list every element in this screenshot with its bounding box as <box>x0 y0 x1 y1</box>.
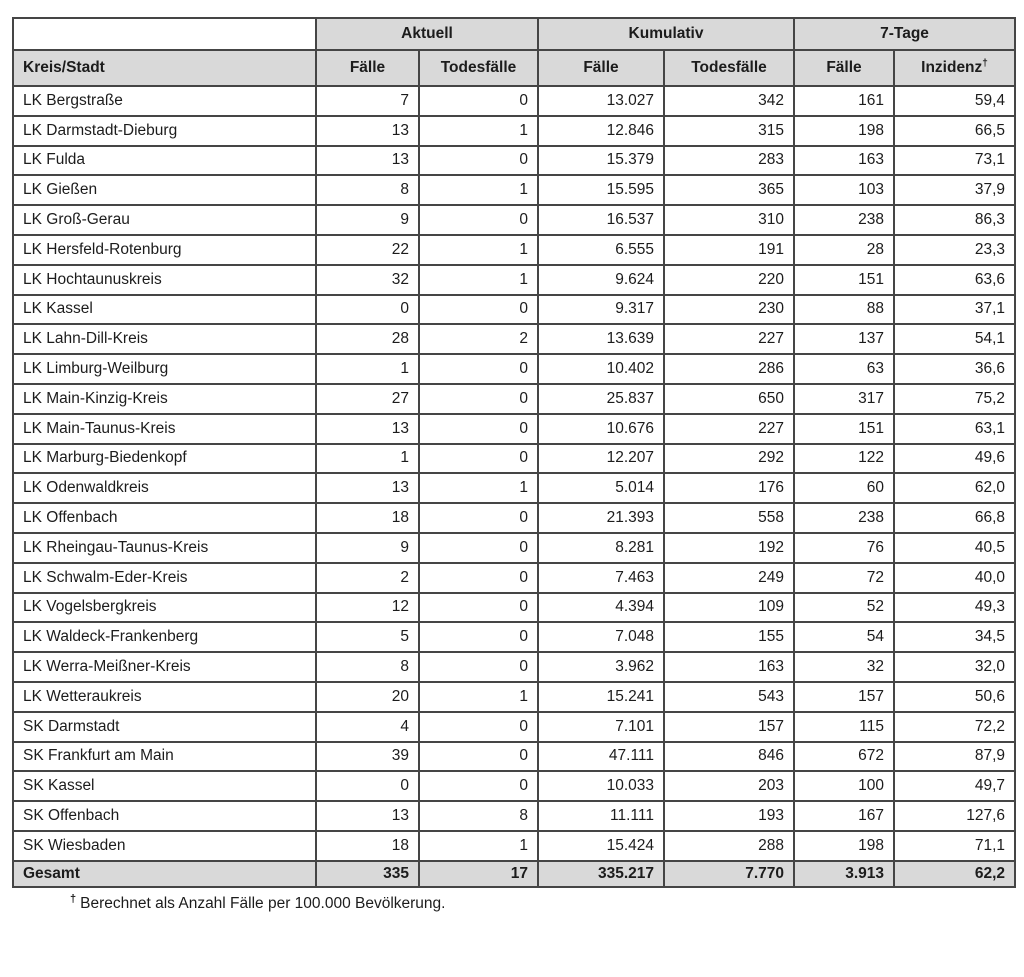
cell-inzidenz: 40,5 <box>894 533 1015 563</box>
cell-faelle-7-tage: 137 <box>794 324 894 354</box>
cell-faelle-7-tage: 60 <box>794 473 894 503</box>
cell-todesfaelle-kumulativ: 230 <box>664 295 794 325</box>
cell-faelle-7-tage: 72 <box>794 563 894 593</box>
cell-kreis-stadt: SK Offenbach <box>13 801 316 831</box>
cell-todesfaelle-kumulativ: 157 <box>664 712 794 742</box>
group-header-aktuell: Aktuell <box>316 18 538 50</box>
cell-todesfaelle-aktuell: 0 <box>419 354 538 384</box>
cell-faelle-7-tage: 32 <box>794 652 894 682</box>
cell-faelle-aktuell: 28 <box>316 324 419 354</box>
cell-inzidenz: 37,9 <box>894 175 1015 205</box>
column-header-todesfaelle-kumulativ: Todesfälle <box>664 50 794 86</box>
table-row <box>13 533 1015 563</box>
cell-todesfaelle-aktuell: 0 <box>419 146 538 176</box>
cell-faelle-aktuell: 13 <box>316 146 419 176</box>
cell-faelle-aktuell: 9 <box>316 533 419 563</box>
cell-todesfaelle-kumulativ: 286 <box>664 354 794 384</box>
cell-inzidenz: 63,6 <box>894 265 1015 295</box>
cell-kreis-stadt: LK Schwalm-Eder-Kreis <box>13 563 316 593</box>
cell-todesfaelle-kumulativ: 558 <box>664 503 794 533</box>
cell-faelle-kumulativ: 5.014 <box>538 473 664 503</box>
cell-faelle-aktuell: 18 <box>316 831 419 861</box>
cell-todesfaelle-kumulativ: 227 <box>664 324 794 354</box>
cell-todesfaelle-aktuell: 0 <box>419 295 538 325</box>
table-row <box>13 473 1015 503</box>
cell-todesfaelle-kumulativ: 310 <box>664 205 794 235</box>
cell-kreis-stadt: LK Limburg-Weilburg <box>13 354 316 384</box>
cell-faelle-kumulativ: 15.241 <box>538 682 664 712</box>
table-row <box>13 444 1015 474</box>
cell-faelle-kumulativ: 12.207 <box>538 444 664 474</box>
total-todesfaelle-aktuell: 17 <box>419 861 538 887</box>
cell-faelle-aktuell: 1 <box>316 354 419 384</box>
cell-inzidenz: 23,3 <box>894 235 1015 265</box>
cell-inzidenz: 37,1 <box>894 295 1015 325</box>
cell-todesfaelle-aktuell: 1 <box>419 175 538 205</box>
cell-kreis-stadt: SK Kassel <box>13 771 316 801</box>
cell-todesfaelle-kumulativ: 192 <box>664 533 794 563</box>
cell-todesfaelle-aktuell: 0 <box>419 533 538 563</box>
cell-faelle-7-tage: 198 <box>794 116 894 146</box>
footnote <box>12 892 1014 913</box>
group-header-7-tage: 7-Tage <box>794 18 1015 50</box>
cell-kreis-stadt: LK Bergstraße <box>13 86 316 116</box>
cell-inzidenz: 71,1 <box>894 831 1015 861</box>
cell-faelle-kumulativ: 47.111 <box>538 742 664 772</box>
cell-kreis-stadt: LK Marburg-Biedenkopf <box>13 444 316 474</box>
cell-todesfaelle-aktuell: 0 <box>419 622 538 652</box>
table-row <box>13 265 1015 295</box>
cell-todesfaelle-kumulativ: 650 <box>664 384 794 414</box>
cell-todesfaelle-kumulativ: 288 <box>664 831 794 861</box>
cell-kreis-stadt: LK Main-Kinzig-Kreis <box>13 384 316 414</box>
cell-todesfaelle-aktuell: 2 <box>419 324 538 354</box>
table-row <box>13 742 1015 772</box>
cell-faelle-7-tage: 63 <box>794 354 894 384</box>
cell-todesfaelle-aktuell: 0 <box>419 771 538 801</box>
covid-stats-table <box>12 17 1016 888</box>
column-header-inzidenz <box>894 50 1015 86</box>
cell-faelle-7-tage: 28 <box>794 235 894 265</box>
cell-todesfaelle-kumulativ: 155 <box>664 622 794 652</box>
cell-kreis-stadt: SK Darmstadt <box>13 712 316 742</box>
cell-kreis-stadt: LK Lahn-Dill-Kreis <box>13 324 316 354</box>
cell-todesfaelle-aktuell: 1 <box>419 831 538 861</box>
cell-kreis-stadt: LK Offenbach <box>13 503 316 533</box>
total-todesfaelle-kumulativ: 7.770 <box>664 861 794 887</box>
cell-faelle-aktuell: 13 <box>316 116 419 146</box>
cell-todesfaelle-aktuell: 1 <box>419 235 538 265</box>
cell-kreis-stadt: LK Vogelsbergkreis <box>13 593 316 623</box>
footnote-text: Berechnet als Anzahl Fälle per 100.000 Bevölkerung. <box>80 894 446 912</box>
cell-inzidenz: 72,2 <box>894 712 1015 742</box>
cell-faelle-7-tage: 317 <box>794 384 894 414</box>
total-label: Gesamt <box>13 861 316 887</box>
column-header-faelle-kumulativ: Fälle <box>538 50 664 86</box>
table-row <box>13 146 1015 176</box>
cell-kreis-stadt: SK Wiesbaden <box>13 831 316 861</box>
cell-todesfaelle-kumulativ: 543 <box>664 682 794 712</box>
cell-faelle-7-tage: 151 <box>794 265 894 295</box>
cell-faelle-7-tage: 52 <box>794 593 894 623</box>
cell-inzidenz: 66,5 <box>894 116 1015 146</box>
cell-inzidenz: 86,3 <box>894 205 1015 235</box>
cell-todesfaelle-aktuell: 0 <box>419 205 538 235</box>
table-row <box>13 712 1015 742</box>
corner-empty-cell <box>13 18 316 50</box>
total-inzidenz: 62,2 <box>894 861 1015 887</box>
cell-faelle-kumulativ: 9.624 <box>538 265 664 295</box>
cell-inzidenz: 127,6 <box>894 801 1015 831</box>
cell-faelle-7-tage: 54 <box>794 622 894 652</box>
cell-kreis-stadt: LK Main-Taunus-Kreis <box>13 414 316 444</box>
table-row <box>13 503 1015 533</box>
column-header-todesfaelle-aktuell: Todesfälle <box>419 50 538 86</box>
cell-kreis-stadt: LK Groß-Gerau <box>13 205 316 235</box>
cell-todesfaelle-aktuell: 0 <box>419 444 538 474</box>
cell-faelle-kumulativ: 15.424 <box>538 831 664 861</box>
cell-faelle-aktuell: 2 <box>316 563 419 593</box>
cell-kreis-stadt: LK Werra-Meißner-Kreis <box>13 652 316 682</box>
cell-faelle-aktuell: 5 <box>316 622 419 652</box>
table-row <box>13 205 1015 235</box>
footnote-dagger-marker: † <box>70 892 77 905</box>
column-header-faelle-aktuell: Fälle <box>316 50 419 86</box>
cell-faelle-kumulativ: 16.537 <box>538 205 664 235</box>
cell-faelle-7-tage: 103 <box>794 175 894 205</box>
cell-faelle-aktuell: 27 <box>316 384 419 414</box>
cell-faelle-kumulativ: 13.027 <box>538 86 664 116</box>
cell-todesfaelle-kumulativ: 365 <box>664 175 794 205</box>
cell-faelle-kumulativ: 9.317 <box>538 295 664 325</box>
cell-faelle-kumulativ: 25.837 <box>538 384 664 414</box>
cell-faelle-aktuell: 0 <box>316 295 419 325</box>
cell-todesfaelle-aktuell: 0 <box>419 652 538 682</box>
cell-faelle-7-tage: 238 <box>794 503 894 533</box>
table-row <box>13 324 1015 354</box>
cell-faelle-7-tage: 672 <box>794 742 894 772</box>
table-body <box>13 86 1015 861</box>
cell-faelle-7-tage: 76 <box>794 533 894 563</box>
table-row <box>13 384 1015 414</box>
cell-faelle-aktuell: 12 <box>316 593 419 623</box>
cell-todesfaelle-aktuell: 0 <box>419 414 538 444</box>
group-header-kumulativ: Kumulativ <box>538 18 794 50</box>
cell-inzidenz: 40,0 <box>894 563 1015 593</box>
cell-faelle-aktuell: 32 <box>316 265 419 295</box>
cell-todesfaelle-kumulativ: 342 <box>664 86 794 116</box>
cell-faelle-7-tage: 238 <box>794 205 894 235</box>
cell-faelle-aktuell: 13 <box>316 414 419 444</box>
cell-faelle-kumulativ: 15.595 <box>538 175 664 205</box>
inzidenz-footnote-marker: † <box>982 57 988 69</box>
cell-faelle-kumulativ: 8.281 <box>538 533 664 563</box>
cell-inzidenz: 32,0 <box>894 652 1015 682</box>
cell-kreis-stadt: LK Hochtaunuskreis <box>13 265 316 295</box>
cell-kreis-stadt: LK Rheingau-Taunus-Kreis <box>13 533 316 563</box>
cell-faelle-kumulativ: 7.101 <box>538 712 664 742</box>
cell-faelle-7-tage: 151 <box>794 414 894 444</box>
cell-kreis-stadt: LK Wetteraukreis <box>13 682 316 712</box>
cell-faelle-kumulativ: 10.402 <box>538 354 664 384</box>
group-header-row <box>13 18 1015 50</box>
cell-faelle-7-tage: 198 <box>794 831 894 861</box>
table-row <box>13 831 1015 861</box>
cell-faelle-7-tage: 115 <box>794 712 894 742</box>
cell-inzidenz: 49,6 <box>894 444 1015 474</box>
cell-todesfaelle-kumulativ: 227 <box>664 414 794 444</box>
cell-todesfaelle-aktuell: 0 <box>419 712 538 742</box>
cell-todesfaelle-kumulativ: 315 <box>664 116 794 146</box>
cell-inzidenz: 75,2 <box>894 384 1015 414</box>
cell-todesfaelle-aktuell: 1 <box>419 682 538 712</box>
cell-faelle-kumulativ: 15.379 <box>538 146 664 176</box>
table-row <box>13 652 1015 682</box>
total-faelle-7-tage: 3.913 <box>794 861 894 887</box>
table-row <box>13 175 1015 205</box>
total-row <box>13 861 1015 887</box>
cell-kreis-stadt: LK Odenwaldkreis <box>13 473 316 503</box>
cell-faelle-aktuell: 20 <box>316 682 419 712</box>
cell-todesfaelle-aktuell: 0 <box>419 593 538 623</box>
cell-inzidenz: 66,8 <box>894 503 1015 533</box>
cell-todesfaelle-kumulativ: 191 <box>664 235 794 265</box>
cell-todesfaelle-aktuell: 1 <box>419 265 538 295</box>
cell-faelle-kumulativ: 7.463 <box>538 563 664 593</box>
cell-inzidenz: 73,1 <box>894 146 1015 176</box>
cell-faelle-7-tage: 161 <box>794 86 894 116</box>
cell-todesfaelle-kumulativ: 193 <box>664 801 794 831</box>
cell-faelle-aktuell: 39 <box>316 742 419 772</box>
cell-todesfaelle-kumulativ: 163 <box>664 652 794 682</box>
cell-todesfaelle-kumulativ: 292 <box>664 444 794 474</box>
table-row <box>13 354 1015 384</box>
cell-todesfaelle-aktuell: 0 <box>419 86 538 116</box>
cell-todesfaelle-aktuell: 0 <box>419 742 538 772</box>
cell-faelle-aktuell: 18 <box>316 503 419 533</box>
cell-faelle-aktuell: 1 <box>316 444 419 474</box>
cell-inzidenz: 87,9 <box>894 742 1015 772</box>
cell-faelle-7-tage: 122 <box>794 444 894 474</box>
cell-kreis-stadt: SK Frankfurt am Main <box>13 742 316 772</box>
cell-faelle-7-tage: 163 <box>794 146 894 176</box>
cell-kreis-stadt: LK Hersfeld-Rotenburg <box>13 235 316 265</box>
cell-todesfaelle-aktuell: 8 <box>419 801 538 831</box>
cell-kreis-stadt: LK Darmstadt-Dieburg <box>13 116 316 146</box>
cell-todesfaelle-kumulativ: 203 <box>664 771 794 801</box>
cell-faelle-aktuell: 8 <box>316 175 419 205</box>
cell-faelle-aktuell: 9 <box>316 205 419 235</box>
table-row <box>13 86 1015 116</box>
cell-inzidenz: 34,5 <box>894 622 1015 652</box>
column-header-kreis-stadt: Kreis/Stadt <box>13 50 316 86</box>
cell-todesfaelle-kumulativ: 249 <box>664 563 794 593</box>
table-row <box>13 593 1015 623</box>
cell-faelle-kumulativ: 12.846 <box>538 116 664 146</box>
cell-faelle-kumulativ: 6.555 <box>538 235 664 265</box>
covid-stats-table-wrap <box>12 17 1014 913</box>
cell-faelle-aktuell: 13 <box>316 801 419 831</box>
cell-faelle-aktuell: 8 <box>316 652 419 682</box>
table-row <box>13 801 1015 831</box>
cell-faelle-7-tage: 100 <box>794 771 894 801</box>
cell-todesfaelle-kumulativ: 283 <box>664 146 794 176</box>
cell-todesfaelle-kumulativ: 176 <box>664 473 794 503</box>
cell-todesfaelle-aktuell: 0 <box>419 503 538 533</box>
cell-todesfaelle-kumulativ: 846 <box>664 742 794 772</box>
cell-faelle-aktuell: 22 <box>316 235 419 265</box>
table-row <box>13 116 1015 146</box>
cell-todesfaelle-aktuell: 0 <box>419 563 538 593</box>
cell-inzidenz: 63,1 <box>894 414 1015 444</box>
cell-faelle-kumulativ: 13.639 <box>538 324 664 354</box>
cell-todesfaelle-aktuell: 1 <box>419 116 538 146</box>
cell-faelle-aktuell: 0 <box>316 771 419 801</box>
cell-inzidenz: 36,6 <box>894 354 1015 384</box>
table-row <box>13 414 1015 444</box>
cell-kreis-stadt: LK Gießen <box>13 175 316 205</box>
cell-kreis-stadt: LK Kassel <box>13 295 316 325</box>
cell-faelle-aktuell: 13 <box>316 473 419 503</box>
cell-faelle-kumulativ: 3.962 <box>538 652 664 682</box>
cell-todesfaelle-kumulativ: 109 <box>664 593 794 623</box>
table-row <box>13 235 1015 265</box>
cell-inzidenz: 49,3 <box>894 593 1015 623</box>
column-header-row <box>13 50 1015 86</box>
table-row <box>13 563 1015 593</box>
cell-faelle-aktuell: 7 <box>316 86 419 116</box>
cell-inzidenz: 59,4 <box>894 86 1015 116</box>
cell-inzidenz: 49,7 <box>894 771 1015 801</box>
table-row <box>13 622 1015 652</box>
table-row <box>13 771 1015 801</box>
cell-todesfaelle-kumulativ: 220 <box>664 265 794 295</box>
cell-faelle-kumulativ: 7.048 <box>538 622 664 652</box>
cell-faelle-kumulativ: 21.393 <box>538 503 664 533</box>
cell-inzidenz: 54,1 <box>894 324 1015 354</box>
cell-faelle-7-tage: 167 <box>794 801 894 831</box>
cell-kreis-stadt: LK Fulda <box>13 146 316 176</box>
table-row <box>13 295 1015 325</box>
table-row <box>13 682 1015 712</box>
cell-faelle-aktuell: 4 <box>316 712 419 742</box>
cell-faelle-kumulativ: 4.394 <box>538 593 664 623</box>
cell-todesfaelle-aktuell: 1 <box>419 473 538 503</box>
cell-faelle-kumulativ: 10.033 <box>538 771 664 801</box>
total-faelle-kumulativ: 335.217 <box>538 861 664 887</box>
total-faelle-aktuell: 335 <box>316 861 419 887</box>
column-header-faelle-7-tage: Fälle <box>794 50 894 86</box>
cell-faelle-kumulativ: 11.111 <box>538 801 664 831</box>
cell-inzidenz: 62,0 <box>894 473 1015 503</box>
cell-faelle-kumulativ: 10.676 <box>538 414 664 444</box>
inzidenz-label: Inzidenz <box>921 59 983 76</box>
cell-inzidenz: 50,6 <box>894 682 1015 712</box>
cell-todesfaelle-aktuell: 0 <box>419 384 538 414</box>
cell-faelle-7-tage: 88 <box>794 295 894 325</box>
cell-kreis-stadt: LK Waldeck-Frankenberg <box>13 622 316 652</box>
cell-faelle-7-tage: 157 <box>794 682 894 712</box>
